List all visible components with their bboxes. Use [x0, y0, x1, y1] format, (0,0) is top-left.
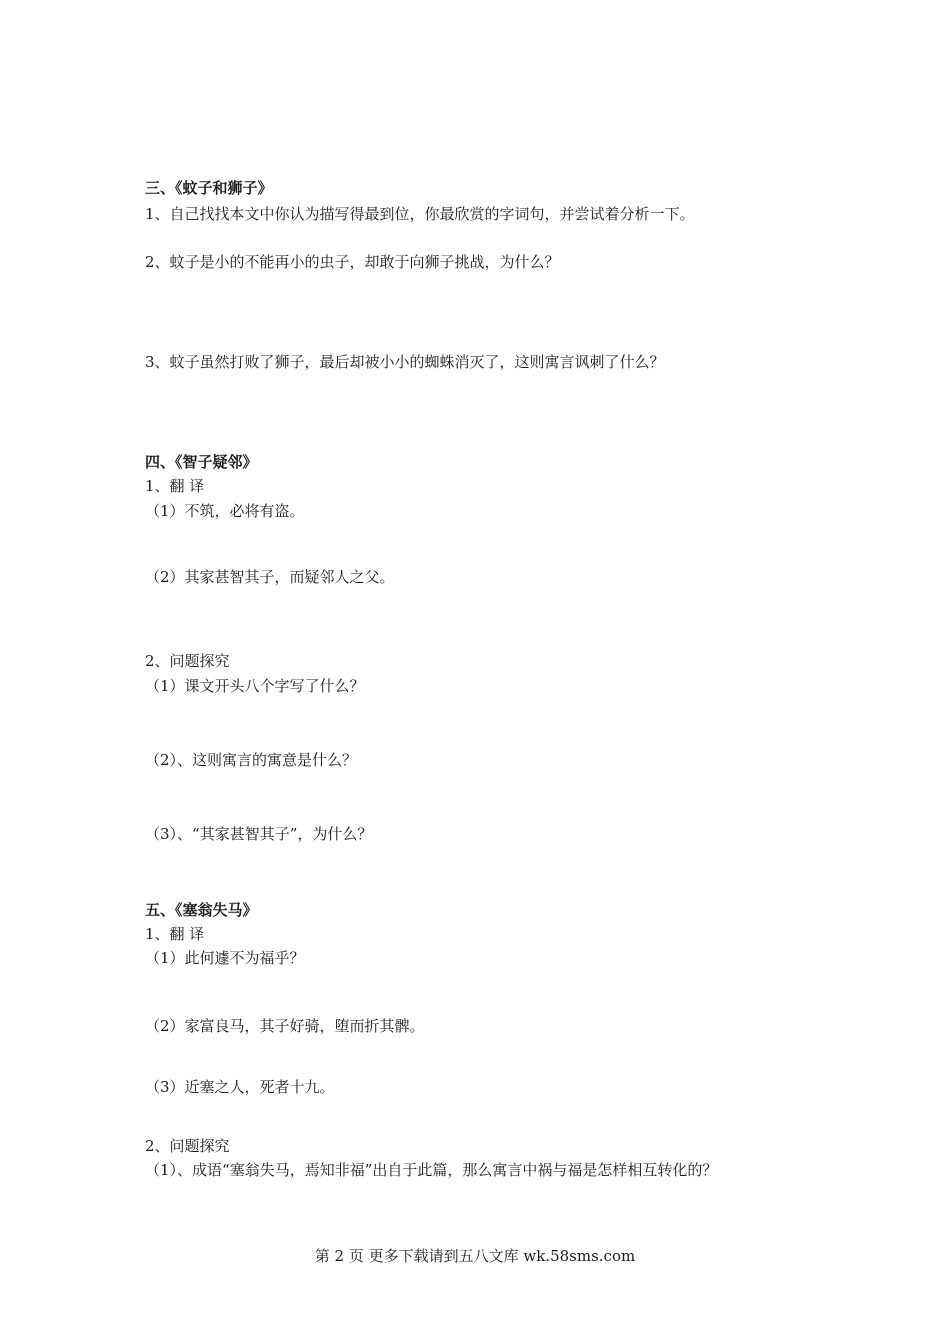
- section-5-heading: 五、《塞翁失马》: [145, 901, 258, 919]
- page-footer: 第 2 页 更多下载请到五八文库 wk.58sms.com: [314, 1247, 636, 1265]
- section-4-heading: 四、《智子疑邻》: [145, 453, 258, 471]
- section-3-question-3: 3、蚊子虽然打败了狮子，最后却被小小的蜘蛛消灭了，这则寓言讽刺了什么？: [145, 353, 665, 371]
- section-4-translate-1: （1）不筑，必将有盗。: [145, 502, 305, 520]
- section-3-question-1: 1、自己找找本文中你认为描写得最到位，你最欣赏的字词句，并尝试着分析一下。: [145, 205, 695, 223]
- section-5-translate-label: 1、翻 译: [145, 925, 205, 943]
- section-4-explore-1: （1）课文开头八个字写了什么？: [145, 677, 365, 695]
- section-3-heading: 三、《蚊子和狮子》: [145, 179, 273, 197]
- section-5-translate-2: （2）家富良马，其子好骑，堕而折其髀。: [145, 1017, 425, 1035]
- section-5-explore-1: （1）、成语“塞翁失马，焉知非福”出自于此篇，那么寓言中祸与福是怎样相互转化的？: [145, 1161, 718, 1179]
- section-5-explore-label: 2、问题探究: [145, 1137, 230, 1155]
- section-4-explore-2: （2）、这则寓言的寓意是什么？: [145, 751, 358, 769]
- section-4-explore-3: （3）、“其家甚智其子”，为什么？: [145, 825, 373, 843]
- section-5-translate-1: （1）此何遽不为福乎？: [145, 949, 305, 967]
- section-5-translate-3: （3）近塞之人，死者十九。: [145, 1078, 335, 1096]
- section-4-translate-label: 1、翻 译: [145, 477, 205, 495]
- section-4-explore-label: 2、问题探究: [145, 652, 230, 670]
- section-3-question-2: 2、蚊子是小的不能再小的虫子，却敢于向狮子挑战，为什么？: [145, 253, 560, 271]
- section-4-translate-2: （2）其家甚智其子，而疑邻人之父。: [145, 568, 395, 586]
